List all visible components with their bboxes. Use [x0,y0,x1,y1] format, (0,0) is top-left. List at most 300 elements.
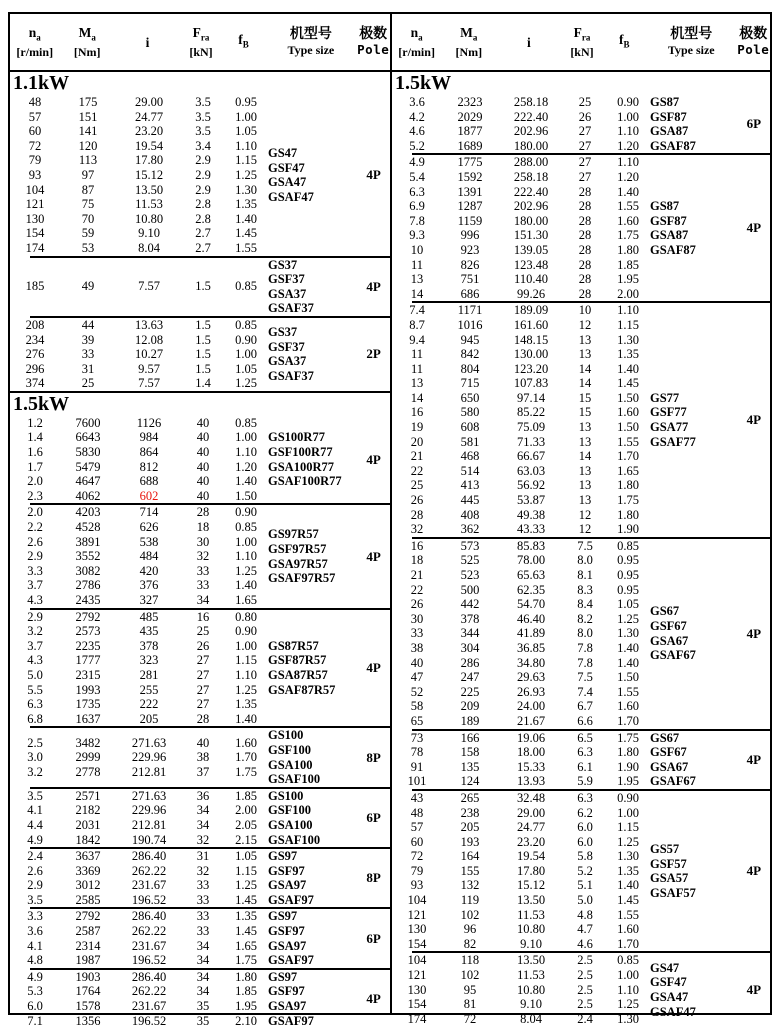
col-i-value: 15.12 [516,878,546,893]
col-na-value: 52 [410,684,424,699]
col-fb-value: 0.95 [617,582,639,597]
col-fb-value: 0.90 [235,624,257,639]
type-size-label: GSA57 [650,871,689,886]
col-fb-value: 1.60 [617,699,639,714]
col-fra-value: 12 [578,317,592,332]
header-col-na [392,25,441,60]
col-fb-value: 1.75 [235,953,257,968]
col-fb-value: 1.85 [235,984,257,999]
type-size-list [650,95,738,153]
col-fb-value: 1.50 [235,488,257,503]
type-size-list [650,155,738,301]
col-fra-value: 27 [196,653,210,668]
col-fra-value: 2.5 [577,982,593,997]
col-na-value: 2.9 [27,609,43,624]
table-row [10,712,268,727]
type-size-label: GS100R77 [268,430,325,445]
col-na-value: 6.0 [27,999,43,1014]
col-i-value: 258.18 [513,169,549,184]
col-i-value: 130.00 [513,347,549,362]
col-fra-value: 30 [196,534,210,549]
col-i-value: 10.80 [516,982,546,997]
col-i-value: 7.57 [138,279,160,294]
col-i-value: 11.53 [517,968,545,983]
col-ma-value: 945 [460,332,480,347]
col-na-value: 3.6 [409,95,425,109]
col-fra-value: 6.0 [577,834,593,849]
col-fra-value: 13 [578,434,592,449]
header-col-fb [603,32,646,53]
col-na-value: 93 [28,167,42,182]
col-i-value: 19.06 [516,730,546,745]
col-fra-value: 2.5 [577,997,593,1012]
col-fb-value: 1.55 [617,684,639,699]
table-row [392,110,650,125]
table-row [10,197,268,212]
col-fb-value: 1.00 [617,109,639,124]
table-row [392,553,650,568]
col-fra-value: 7.8 [577,640,593,655]
col-ma-value: 650 [460,390,480,405]
col-i-value: 8.04 [138,240,160,255]
col-fra-value: 28 [578,242,592,257]
col-fb-value: 1.00 [617,968,639,983]
col-ma-value: 1159 [457,213,483,228]
col-fra-value: 7.5 [577,670,593,685]
col-na-value: 58 [410,699,424,714]
col-na-value: 3.5 [27,788,43,803]
col-na-value: 30 [410,611,424,626]
col-na-value: 7.1 [27,1013,43,1028]
col-fra-value: 40 [196,488,210,503]
type-size-label: GSA97 [268,999,307,1014]
table-row [10,241,268,256]
col-na-value: 3.2 [27,624,43,639]
col-fb-value: 1.70 [617,936,639,951]
col-i-value: 8.04 [520,1011,542,1026]
col-i-value: 29.00 [134,95,164,109]
col-ma-value: 175 [78,95,98,109]
col-fra-value: 15 [578,390,592,405]
col-i-value: 10.80 [516,922,546,937]
col-fb-value: 1.80 [617,478,639,493]
col-fb-value: 1.90 [617,522,639,537]
table-row [10,803,268,818]
col-ma-value: 2778 [75,764,101,779]
col-fb-value: 1.10 [617,124,639,139]
type-size-label: GSF37 [268,339,305,354]
col-i-value: 420 [139,563,159,578]
col-fb-value: 1.85 [235,788,257,803]
col-fb-value: 1.05 [617,597,639,612]
col-fb-value: 0.95 [617,568,639,582]
col-fra-value: 2.4 [577,1011,593,1026]
header-col-ma [441,25,496,60]
data-rows [10,258,268,316]
col-fb-value: 0.80 [235,609,257,624]
data-rows [10,95,268,256]
col-fb-value: 1.45 [235,226,257,241]
table-row [392,185,650,200]
type-size-label: GSA97 [268,938,307,953]
col-ma-value: 5479 [75,459,101,474]
col-i-value: 13.50 [516,893,546,908]
type-size-list [268,610,357,727]
col-fb-value: 2.00 [235,803,257,818]
col-fra-value: 27 [196,697,210,712]
table-row [10,489,268,504]
col-na-value: 6.9 [409,199,425,214]
col-na-value: 18 [410,553,424,568]
col-ma-value: 96 [463,922,477,937]
type-size-list [650,539,738,729]
col-i-value: 714 [139,505,159,520]
type-size-label: GSAF57 [650,885,696,900]
table-row [10,999,268,1014]
col-ma-value: 581 [460,434,480,449]
col-na-value: 28 [410,507,424,522]
col-fb-value: 1.10 [235,667,257,682]
header-main-label: $n_a$ [28,24,41,43]
col-ma-value: 2435 [75,593,101,607]
col-na-value: 33 [410,626,424,641]
table-row [10,110,268,125]
col-na-value: 4.4 [27,817,43,832]
type-size-label: GS87 [650,95,680,109]
col-na-value: 8.7 [409,317,425,332]
col-i-value: 148.15 [513,332,549,347]
spec-block [392,303,770,537]
col-fra-value: 4.7 [577,922,593,937]
col-fb-value: 1.80 [617,507,639,522]
col-na-value: 65 [410,713,424,728]
col-fb-value: 1.25 [617,611,639,626]
type-size-label: GSA87 [650,228,689,243]
col-fb-value: 1.25 [617,834,639,849]
col-ma-value: 132 [460,878,480,893]
col-fb-value: 1.40 [235,474,257,489]
header-unit-label: Pole [737,42,770,57]
col-i-value: 29.00 [516,805,546,820]
col-i-value: 41.89 [516,626,546,641]
pole-value: 6P [746,116,762,132]
col-fb-value: 1.05 [235,124,257,139]
type-size-label: GSF87R57 [268,653,327,668]
table-row [392,391,650,406]
table-row [392,258,650,273]
col-na-value: 21 [410,568,424,582]
pole-value: 4P [366,991,381,1007]
col-ma-value: 3637 [75,849,101,864]
col-na-value: 14 [410,390,424,405]
col-fb-value: 0.90 [235,332,257,347]
col-na-value: 3.7 [27,578,43,593]
type-size-label: GSF97R57 [268,541,327,556]
col-fra-value: 15 [578,405,592,420]
col-fb-value: 1.40 [235,578,257,593]
col-ma-value: 378 [460,611,480,626]
col-fb-value: 1.55 [617,907,639,922]
table-row [10,535,268,550]
table-row [392,405,650,420]
col-ma-value: 209 [460,699,480,714]
col-ma-value: 3012 [75,878,101,893]
table-row [392,303,650,318]
col-fb-value: 1.05 [235,361,257,376]
col-ma-value: 72 [463,1011,477,1026]
type-size-label: GSF87 [650,109,687,124]
type-size-label: GSF87 [650,213,687,228]
table-row [392,333,650,348]
type-size-label: GSF100 [268,803,312,818]
col-na-value: 4.8 [27,953,43,968]
right-table [390,14,770,1026]
col-i-value: 54.70 [516,597,546,612]
col-na-value: 22 [410,582,424,597]
col-na-value: 2.2 [27,520,43,535]
col-i-value: 602 [139,488,159,503]
table-row [10,460,268,475]
col-fra-value: 1.5 [195,332,211,347]
type-size-label: GSF67 [650,745,687,760]
table-row [392,478,650,493]
col-fra-value: 28 [578,199,592,214]
col-fb-value: 1.60 [617,922,639,937]
col-ma-value: 53 [81,240,95,255]
table-row [10,347,268,362]
table-row [10,318,268,333]
type-size-label: GSAF100R77 [268,474,342,489]
col-ma-value: 1287 [457,199,483,214]
type-size-label: GS67 [650,730,680,745]
col-ma-value: 1877 [457,124,483,139]
data-rows [392,303,650,537]
col-fra-value: 33 [196,909,210,924]
col-ma-value: 1842 [75,832,101,847]
col-na-value: 2.3 [27,488,43,503]
col-na-value: 2.9 [27,878,43,893]
col-i-value: 85.22 [516,405,546,420]
col-fb-value: 1.60 [235,735,257,750]
header-sub-label: ra [200,32,210,43]
spec-block [10,728,390,786]
header-main-label: 机型号 [289,27,332,42]
col-i-value: 378 [139,638,159,653]
type-size-label: GSAF87 [650,138,696,153]
pole-value: 4P [746,981,762,997]
col-i-value: 9.10 [520,936,542,951]
col-ma-value: 135 [460,759,480,774]
col-na-value: 104 [25,182,45,197]
col-ma-value: 4528 [75,520,101,535]
col-ma-value: 87 [81,182,95,197]
col-i-value: 71.33 [516,434,546,449]
col-na-value: 3.6 [27,924,43,939]
col-i-value: 23.20 [516,834,546,849]
col-ma-value: 1391 [457,184,483,199]
col-fra-value: 33 [196,924,210,939]
col-ma-value: 4647 [75,474,101,489]
col-fra-value: 34 [196,803,210,818]
col-fb-value: 1.70 [617,713,639,728]
col-fra-value: 28 [578,228,592,243]
spec-block [10,95,390,256]
col-i-value: 229.96 [131,750,167,765]
data-rows [392,95,650,153]
col-fra-value: 33 [196,878,210,893]
col-na-value: 1.7 [27,459,43,474]
col-fra-value: 28 [196,505,210,520]
col-ma-value: 500 [460,582,480,597]
col-ma-value: 1637 [75,711,101,726]
table-row [392,539,650,554]
col-ma-value: 49 [81,279,95,294]
header-unit-label: [kN] [189,45,213,60]
header-main-label: 机型号 [670,27,713,42]
col-fra-value: 27 [578,169,592,184]
table-row [392,953,650,968]
col-fra-value: 2.7 [195,240,211,255]
col-fra-value: 34 [196,969,210,984]
col-i-value: 812 [139,459,159,474]
col-fra-value: 3.5 [195,95,211,109]
col-i-value: 36.85 [516,640,546,655]
col-na-value: 9.3 [409,228,425,243]
type-size-label: GSA67 [650,759,689,774]
header-sub-label: a [91,32,96,43]
table-row [392,878,650,893]
col-i-value: 1126 [136,415,162,430]
col-fra-value: 7.8 [577,655,593,670]
header-sub-label: B [242,39,249,50]
col-fra-value: 35 [196,1013,210,1028]
col-fra-value: 13 [578,463,592,478]
col-fra-value: 38 [196,750,210,765]
header-col-i [496,35,561,50]
type-size-label: GSAF87R57 [268,682,336,697]
col-ma-value: 715 [460,376,480,391]
col-ma-value: 7600 [75,415,101,430]
col-ma-value: 3369 [75,863,101,878]
table-row [392,806,650,821]
type-size-list [268,970,357,1028]
col-fb-value: 1.40 [617,878,639,893]
col-fra-value: 5.9 [577,774,593,789]
col-i-value: 9.10 [520,997,542,1012]
pole-value: 8P [366,870,381,886]
header-sub-label: a [472,32,478,43]
table-row [392,318,650,333]
col-fra-value: 3.5 [195,109,211,124]
table-row [392,731,650,746]
col-na-value: 3.7 [27,638,43,653]
col-fra-value: 14 [578,449,592,464]
col-i-value: 12.08 [134,332,164,347]
col-i-value: 49.38 [516,507,546,522]
col-fb-value: 0.95 [235,95,257,109]
col-i-value: 231.67 [131,878,167,893]
spec-block [10,416,390,504]
col-i-value: 19.54 [134,138,164,153]
col-i-value: 13.50 [134,182,164,197]
col-ma-value: 442 [460,597,480,612]
col-fra-value: 6.2 [577,805,593,820]
header-main-label: $f_B$ [619,31,630,50]
col-ma-value: 118 [460,953,480,968]
table-row [392,760,650,775]
col-ma-value: 102 [460,968,480,983]
col-fb-value: 1.85 [617,257,639,272]
col-fb-value: 1.45 [235,892,257,907]
type-size-list [650,731,738,789]
col-ma-value: 523 [460,568,480,582]
col-ma-value: 31 [81,361,95,376]
col-na-value: 79 [28,153,42,168]
col-i-value: 435 [139,624,159,639]
col-na-value: 21 [410,449,424,464]
col-ma-value: 44 [81,317,95,332]
type-size-label: GSAF77 [650,434,696,449]
table-row [392,1012,650,1027]
col-ma-value: 2314 [75,938,101,953]
col-na-value: 11 [410,347,424,362]
col-ma-value: 247 [460,670,480,685]
col-ma-value: 158 [460,745,480,760]
col-i-value: 323 [139,653,159,668]
col-na-value: 16 [410,405,424,420]
table-row [10,578,268,593]
col-fb-value: 1.25 [235,682,257,697]
table-row [10,970,268,985]
col-ma-value: 996 [460,228,480,243]
section-title: 1.5kW [10,391,390,416]
col-fb-value: 2.15 [235,832,257,847]
table-row [392,908,650,923]
col-i-value: 17.80 [516,863,546,878]
col-na-value: 93 [410,878,424,893]
section-title: 1.5kW [395,72,452,94]
col-fb-value: 1.30 [617,332,639,347]
table-row [10,95,268,110]
col-fb-value: 1.55 [617,199,639,214]
col-fra-value: 32 [196,863,210,878]
col-ma-value: 33 [81,347,95,362]
col-fb-value: 1.30 [617,626,639,641]
header-main-label: $n_a$ [410,24,423,43]
table-row [10,610,268,625]
header-col-fra [180,25,222,60]
col-na-value: 4.9 [27,969,43,984]
col-fra-value: 27 [196,682,210,697]
type-size-label: GS77 [650,390,680,405]
col-na-value: 57 [410,820,424,835]
type-size-label: GSF47 [650,975,687,990]
col-i-value: 24.77 [516,820,546,835]
pole-value: 4P [746,412,762,428]
col-na-value: 26 [410,597,424,612]
col-na-value: 185 [25,279,45,294]
col-fb-value: 1.60 [617,213,639,228]
col-i-value: 161.60 [513,317,549,332]
col-na-value: 1.2 [27,415,43,430]
type-size-label: GSAF47 [268,189,314,204]
col-na-value: 6.8 [27,711,43,726]
col-i-value: 29.63 [516,670,546,685]
col-i-value: 205 [139,711,159,726]
col-fb-value: 0.85 [235,279,257,294]
col-fb-value: 1.40 [617,655,639,670]
col-ma-value: 2585 [75,892,101,907]
